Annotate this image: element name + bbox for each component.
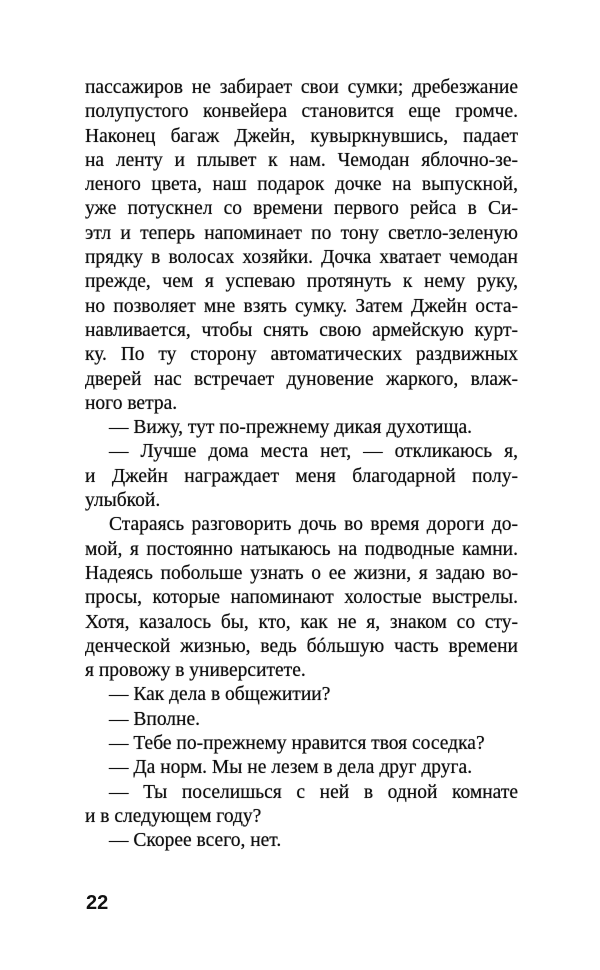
text-line: пассажиров не забирает свои сумки; дребезжание <box>85 77 518 98</box>
text-line: и Джейн награждает меня благодарной полу- <box>85 465 518 487</box>
text-line: на ленту и плывет к нам. Чемодан яблочно-зе- <box>85 149 518 171</box>
text-line: и в следующем году? <box>85 805 262 827</box>
text-line: — Да норм. Мы не лезем в дела друг друга. <box>109 757 473 779</box>
text-line: — Тебе по-прежнему нравится твоя соседка? <box>109 733 485 755</box>
text-line: — Скорее всего, нет. <box>109 830 282 852</box>
text-line: просы, которые напоминают холостые выстрелы. <box>85 587 518 609</box>
text-line: прядку в волосах хозяйки. Дочка хватает чемодан <box>85 247 518 269</box>
text-line: Хотя, казалось бы, кто, как не я, знаком со сту- <box>85 611 518 633</box>
text-line: но позволяет мне взять сумку. Затем Джейн оста- <box>85 295 518 317</box>
text-line: мой, я постоянно натыкаюсь на подводные камни. <box>85 538 518 560</box>
text-line: навливается, чтобы снять свою армейскую курт- <box>85 319 518 341</box>
text-line: уже потускнел со времени первого рейса в Си- <box>85 198 518 220</box>
text-line: денческой жизнью, ведь бóльшую часть времени <box>85 635 518 657</box>
text-line: Надеясь побольше узнать о ее жизни, я задаю во- <box>85 562 518 584</box>
text-line: полупустого конвейера становится еще громче. <box>85 101 518 123</box>
text-line: прежде, чем я успеваю протянуть к нему руку, <box>85 271 518 293</box>
text-line: улыбкой. <box>85 490 161 512</box>
text-line: Стараясь разговорить дочь во время дороги до- <box>109 514 518 536</box>
text-line: этл и теперь напоминает по тону светло-зеленую <box>85 222 518 244</box>
text-line: леного цвета, наш подарок дочке на выпускной, <box>85 174 518 196</box>
text-line: ку. По ту сторону автоматических раздвижных <box>85 344 518 366</box>
text-line: — Вижу, тут по-прежнему дикая духотища. <box>109 417 473 439</box>
text-line: — Лучше дома места нет, — откликаюсь я, <box>109 441 518 463</box>
text-line: ного ветра. <box>85 392 178 414</box>
text-line: дверей нас встречает дуновение жаркого, влаж- <box>85 368 518 390</box>
text-line: я провожу в университете. <box>85 660 306 682</box>
page-number: 22 <box>86 892 109 914</box>
text-line: — Ты поселишься с ней в одной комнате <box>109 781 518 803</box>
text-line: Наконец багаж Джейн, кувыркнувшись, падает <box>85 125 518 147</box>
body-text <box>85 76 518 854</box>
text-line: — Как дела в общежитии? <box>109 684 331 706</box>
text-line: — Вполне. <box>109 708 201 730</box>
